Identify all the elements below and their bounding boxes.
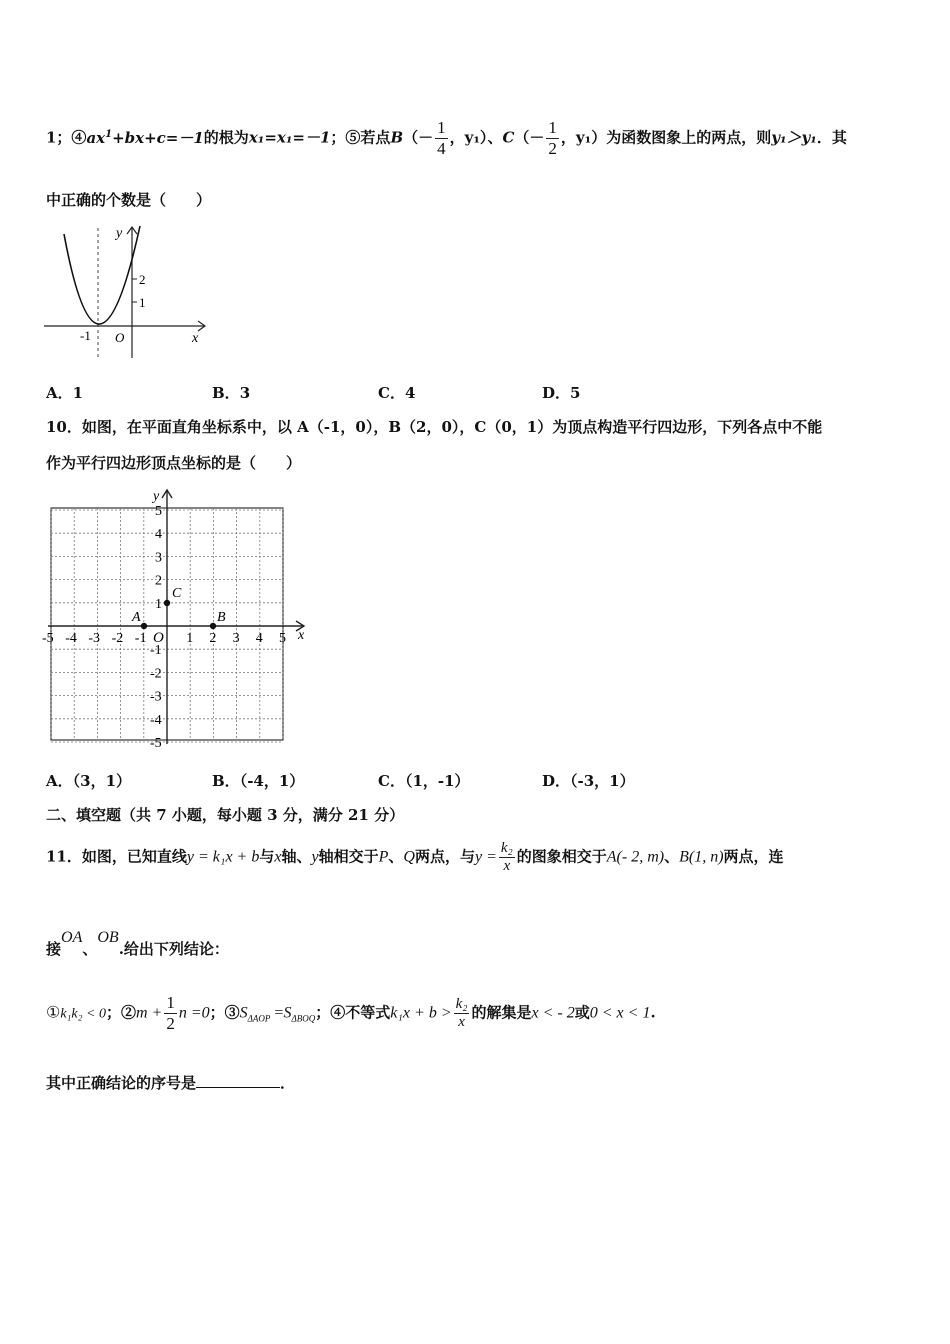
x-tick-label: 1	[186, 631, 194, 646]
point-b-label: B	[217, 610, 226, 625]
q10-option-d: D．（-3，1）	[542, 772, 635, 790]
y-tick-label: -5	[150, 736, 162, 748]
q10-option-b: B．（-4，1）	[212, 772, 305, 790]
x-tick-label: -4	[65, 631, 77, 646]
x-tick-label: 3	[232, 631, 240, 646]
q9-roots: x₁=x₁=－1	[248, 128, 331, 147]
x-tick-label: -1	[134, 631, 147, 646]
q9-option-c: C．4	[378, 384, 416, 402]
q10-option-a: A．（3，1）	[46, 772, 132, 790]
x-tick-label: -5	[42, 631, 54, 646]
fraction-half: $\frac{1}{2}$	[548, 118, 557, 158]
point-b	[210, 623, 216, 629]
y-tick-label: -3	[150, 689, 162, 705]
label-origin: O	[115, 330, 125, 345]
y-tick-label: 3	[155, 550, 162, 566]
fraction-k2-over-x: $\frac{\text{k₂}}{x}$	[500, 840, 513, 874]
y-tick-label: -4	[150, 712, 162, 728]
y-tick-label: 1	[155, 596, 162, 612]
q11-conclusions: ①k₁k₂ < 0；②m + $\frac{1}{2}$ n =0；$③S_{\Delta AOP} =S_{\Delta BOQ}$；④不等式k₁x + b > $\frac{\text{k₂}}{x}$ 的解集是x < - 2或0 < x < 1.	[46, 993, 656, 1033]
label-2: 2	[139, 272, 146, 287]
x-tick-label: -3	[88, 631, 101, 646]
x-tick-label: 4	[255, 631, 263, 646]
q9-parabola-graph	[40, 222, 212, 362]
label-neg1: -1	[80, 328, 91, 343]
q9-option-b: B．3	[212, 384, 251, 402]
point-a	[141, 623, 147, 629]
q9-line2: 中正确的个数是（ ）	[46, 191, 212, 209]
fraction-half-n: $\frac{1}{2}$	[166, 993, 175, 1033]
q10-line2: 作为平行四边形顶点坐标的是（ ）	[46, 454, 302, 472]
q11-line2: 接OA、OB.给出下列结论：	[46, 929, 229, 958]
x-tick-label: -2	[111, 631, 124, 646]
x-tick-label: 5	[279, 631, 286, 646]
point-c-label: C	[172, 586, 182, 601]
section-title: 二、填空题（共 7 小题，每小题 3 分，满分 21 分）	[46, 806, 405, 824]
grid-label-x: x	[298, 628, 305, 643]
q10-coordinate-grid	[40, 486, 312, 748]
grid-label-y: y	[153, 489, 160, 504]
label-x: x	[192, 331, 199, 346]
y-tick-label: 2	[155, 573, 162, 589]
point-c	[164, 600, 170, 606]
y-tick-label: 5	[155, 504, 162, 519]
grid-label-origin: O	[153, 630, 164, 646]
q10-option-c: C．（1，-1）	[378, 772, 470, 790]
q9-equation: $ax^1+bx+c=-1$	[86, 128, 204, 147]
q9-option-d: D．5	[542, 384, 581, 402]
fraction-k2-over-x-2: $\frac{\text{k₂}}{x}$	[455, 996, 468, 1030]
fraction-quarter: $\frac{1}{4}$	[437, 118, 446, 158]
y-tick-label: 4	[155, 527, 162, 543]
x-tick-label: 2	[209, 631, 217, 646]
label-1: 1	[139, 295, 146, 310]
answer-blank[interactable]	[196, 1073, 280, 1088]
q11-line1: 11．如图，已知直线y = k₁x + b与x轴、y轴相交于P、Q两点，与y = $\frac{\text{k₂}}{x}$ 的图象相交于A(- 2, m)、B(1, n)两点，连	[46, 840, 784, 874]
q9-line1: 1；$④ax^1+bx+c=-1$的根为x₁=x₁=－1；⑤若点B（－ $\frac{1}{4}$ ，y₁）、C（－ $\frac{1}{2}$ ，y₁）为函数图象上的两点，则y₁＞y₁．其	[46, 118, 847, 158]
q9-option-a: A．1	[46, 384, 84, 402]
q11-answer: 其中正确结论的序号是 ．	[46, 1074, 296, 1092]
point-a-label: A	[132, 610, 141, 625]
parabola-curve	[64, 226, 140, 324]
q10-line1: 10．如图，在平面直角坐标系中，以 A（-1，0），B（2，0），C（0，1）为顶点构造平行四边形，下列各点中不能	[46, 418, 823, 436]
y-tick-label: -2	[150, 666, 162, 682]
label-y: y	[116, 226, 123, 241]
y-tick-label: -1	[150, 643, 162, 659]
